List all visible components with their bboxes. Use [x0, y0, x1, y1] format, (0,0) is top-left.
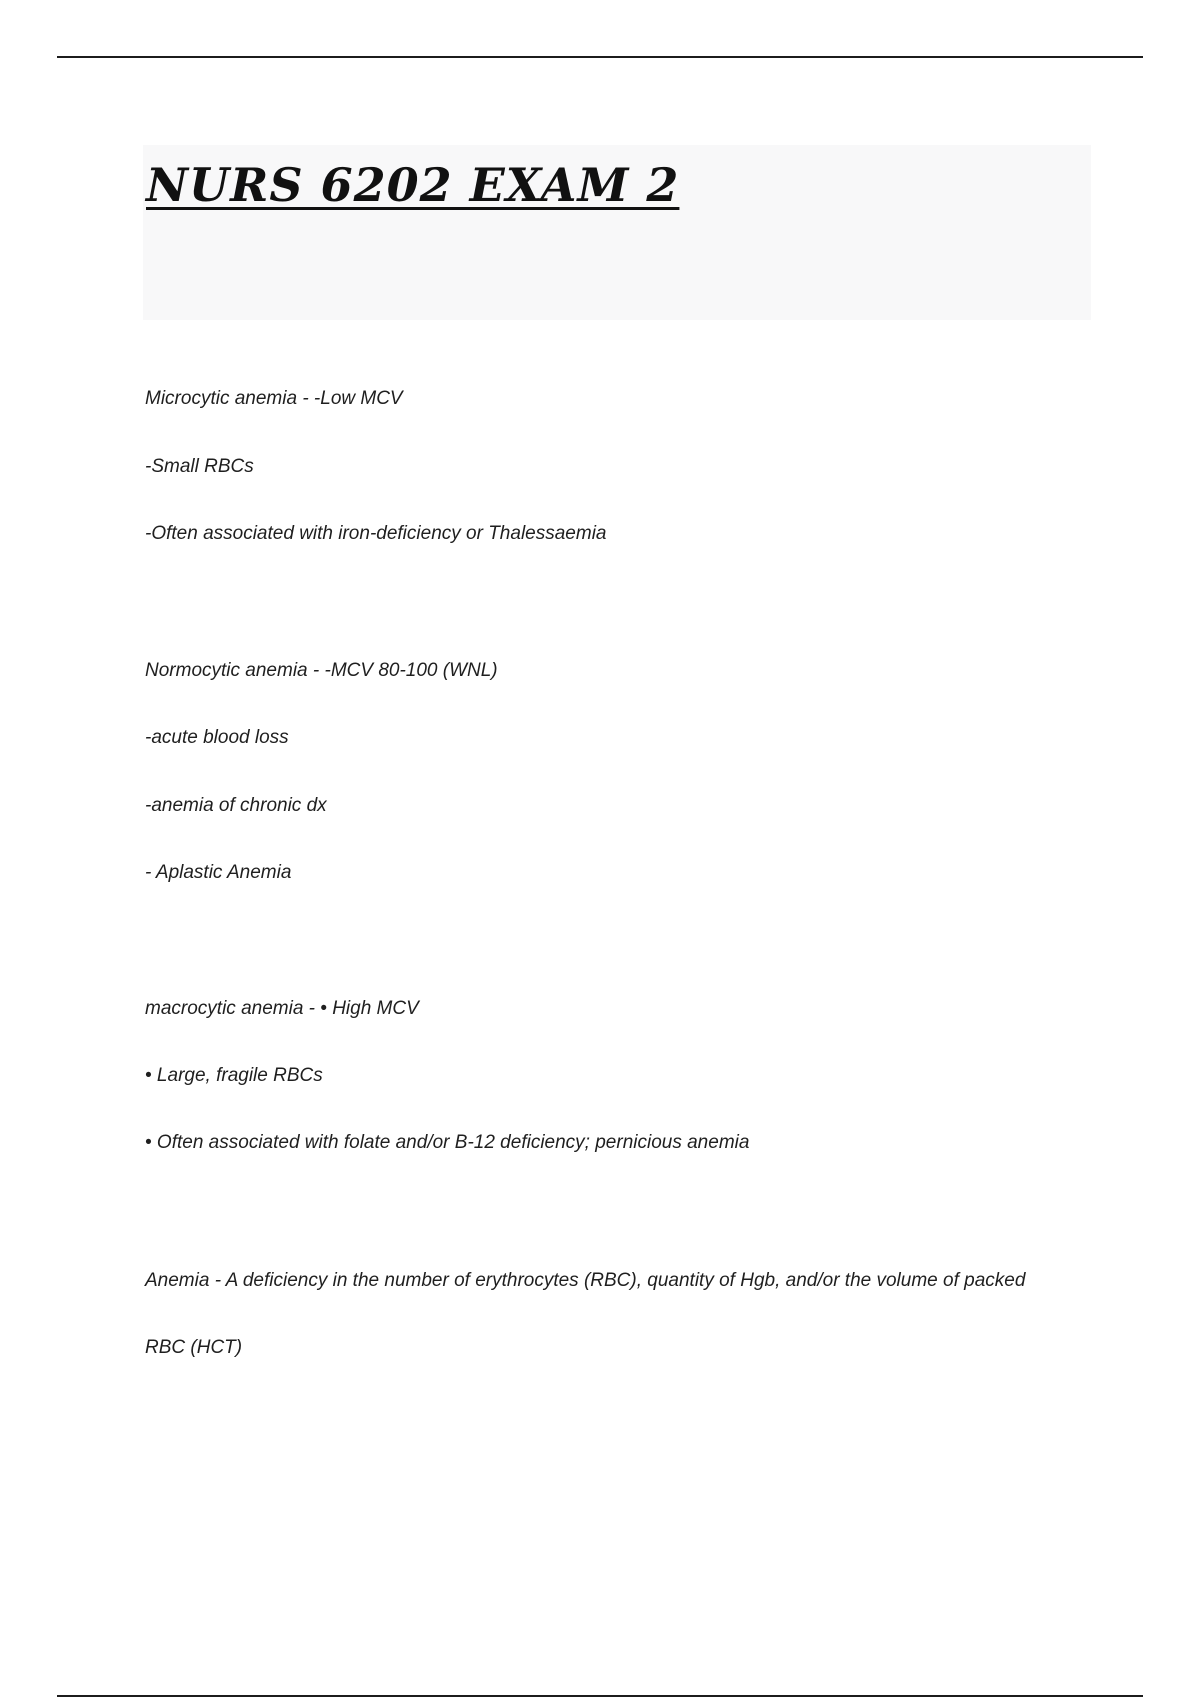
- aplastic-anemia-line: - Aplastic Anemia: [145, 862, 292, 883]
- anemia-definition-continuation: RBC (HCT): [145, 1337, 243, 1358]
- top-rule: [57, 56, 1143, 58]
- iron-deficiency-line: -Often associated with iron-deficiency or Thalessaemia: [145, 523, 607, 544]
- title-banner: [143, 145, 1091, 320]
- small-rbcs-line: -Small RBCs: [145, 456, 254, 477]
- anemia-definition-line: Anemia - A deficiency in the number of erythrocytes (RBC), quantity of Hgb, and/or the volume of packed: [145, 1270, 1026, 1291]
- macrocytic-anemia-line: macrocytic anemia - • High MCV: [145, 998, 419, 1019]
- normocytic-anemia-line: Normocytic anemia - -MCV 80-100 (WNL): [145, 660, 498, 681]
- chronic-dx-line: -anemia of chronic dx: [145, 795, 327, 816]
- acute-blood-loss-line: -acute blood loss: [145, 727, 289, 748]
- bottom-rule: [57, 1695, 1143, 1697]
- document-title: NURS 6202 EXAM 2: [146, 158, 680, 212]
- microcytic-anemia-line: Microcytic anemia - -Low MCV: [145, 388, 403, 409]
- folate-b12-line: • Often associated with folate and/or B-12 deficiency; pernicious anemia: [145, 1132, 750, 1153]
- large-fragile-rbcs-line: • Large, fragile RBCs: [145, 1065, 323, 1086]
